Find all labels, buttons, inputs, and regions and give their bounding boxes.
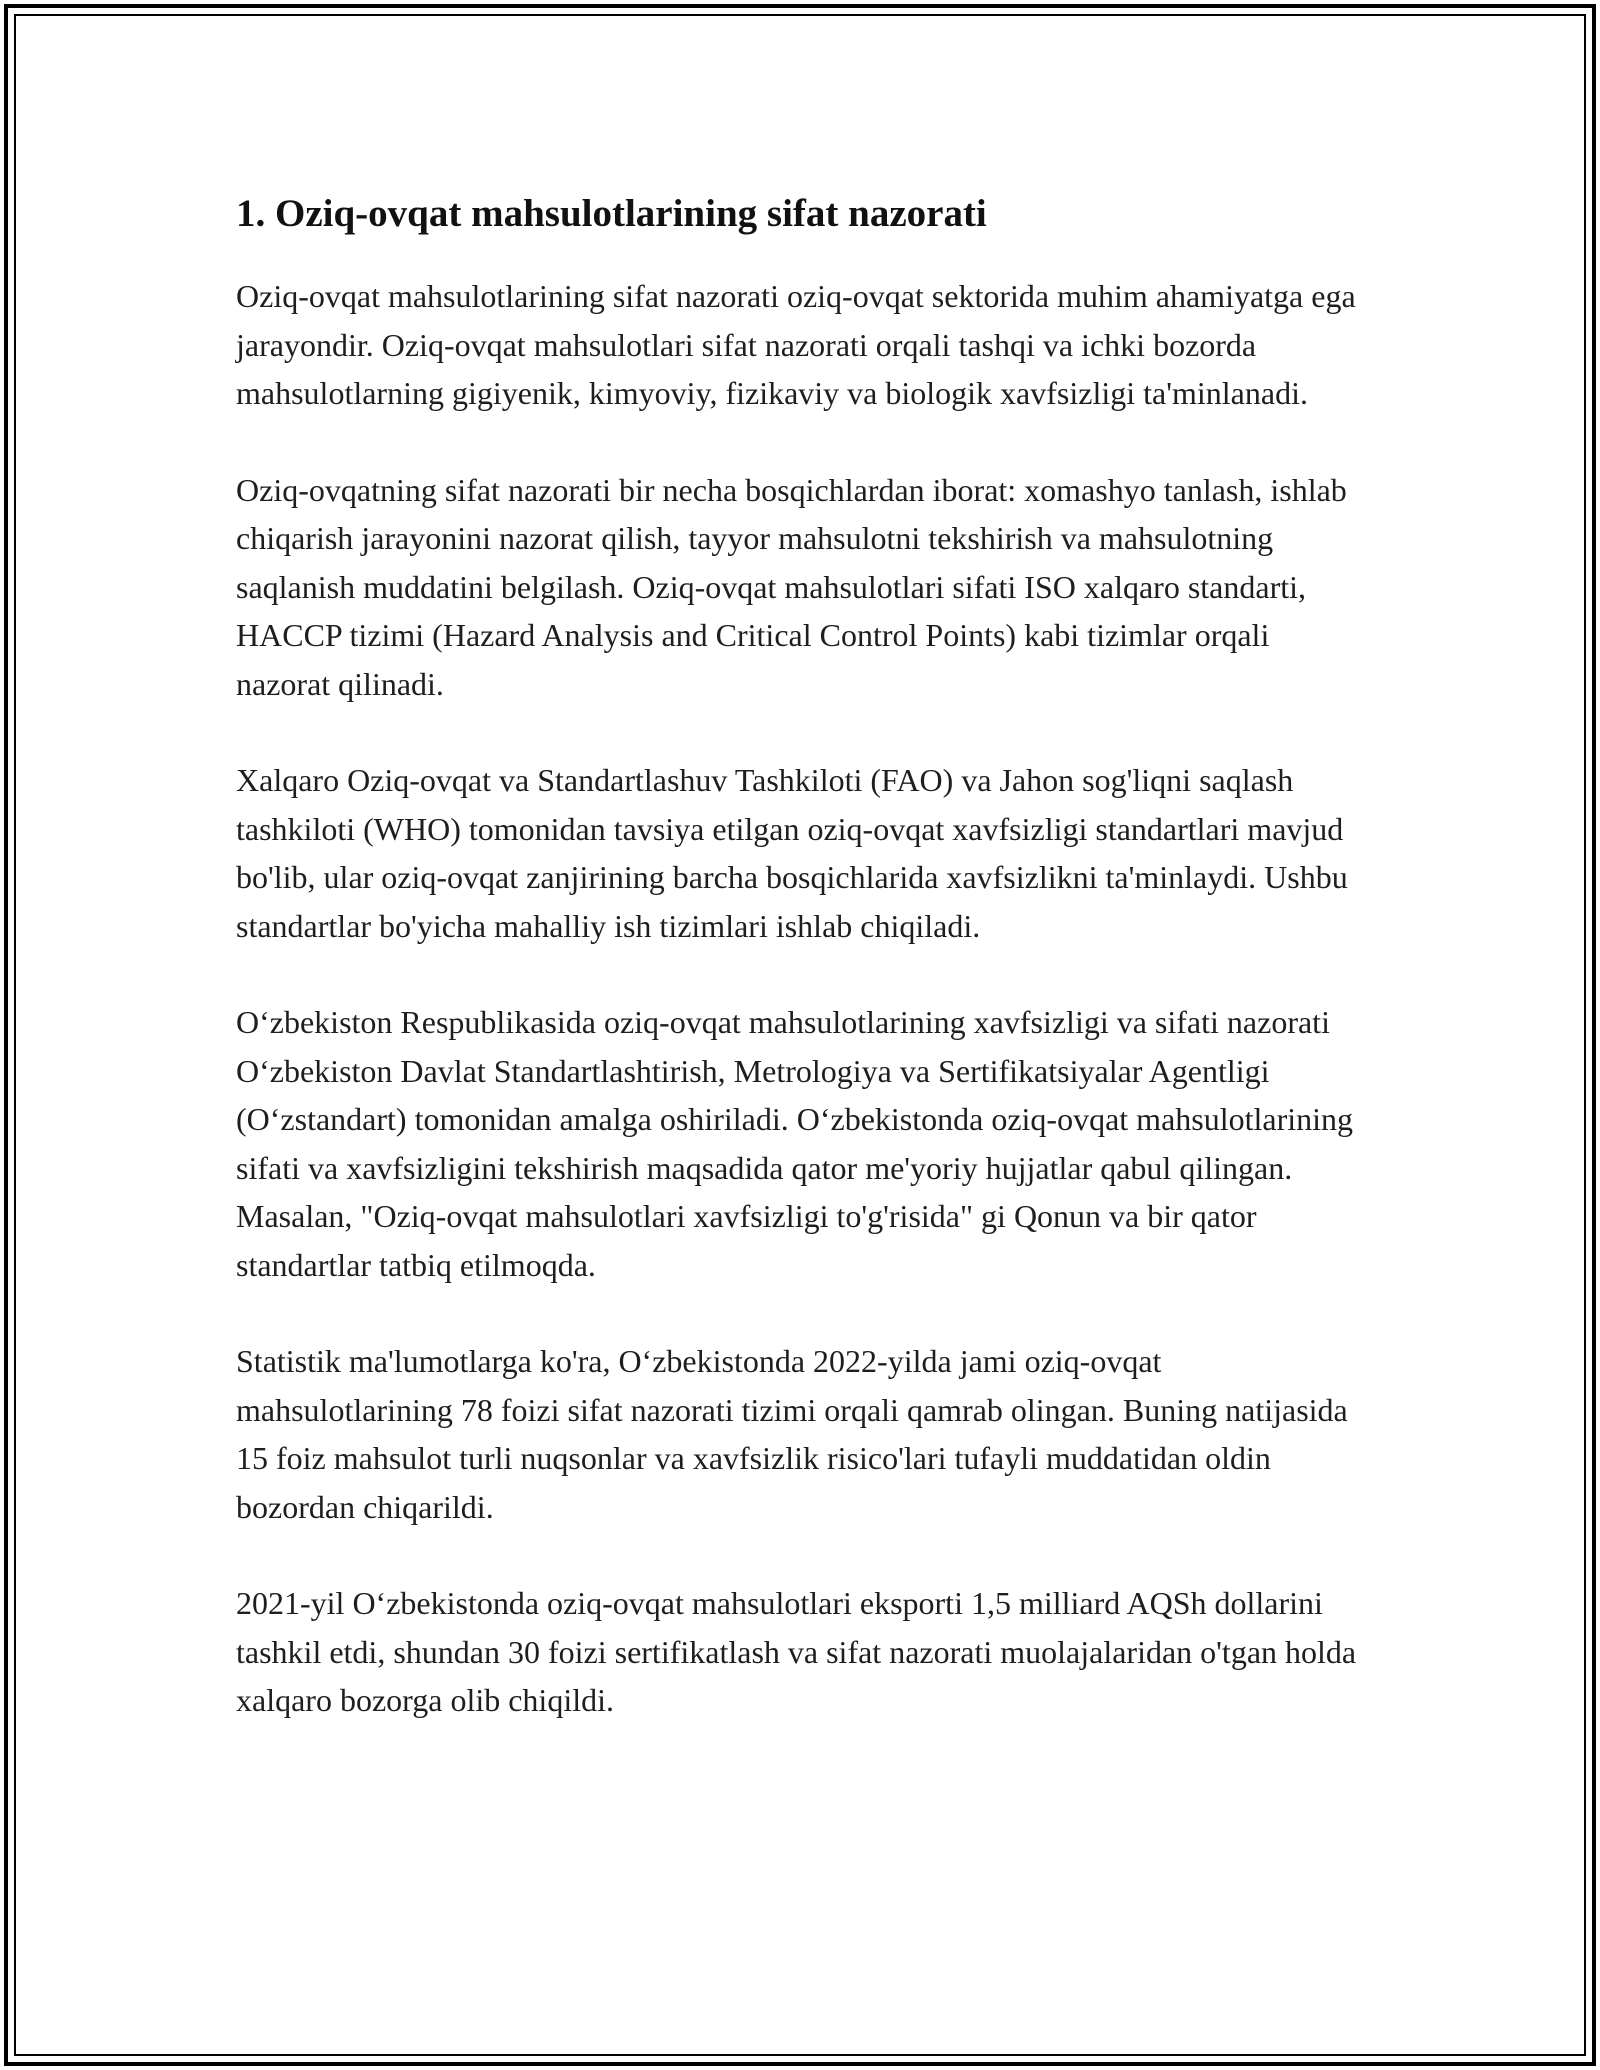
paragraph-statistics: Statistik ma'lumotlarga ko'ra, O‘zbekistonda 2022-yilda jami oziq-ovqat mahsulotlarining 78 foizi sifat nazorati tizimi orqali qamrab olingan. Buning natijasida 15 foiz mahsulot turli nuqsonlar va xavfsizlik risico'lari tufayli muddatidan oldin bozordan chiqarildi. <box>236 1343 1348 1525</box>
paragraph-intro: Oziq-ovqat mahsulotlarining sifat nazorati oziq-ovqat sektorida muhim ahamiyatga ega jarayondir. Oziq-ovqat mahsulotlari sifat nazorati orqali tashqi va ichki bozorda mahsulotlarning gigiyenik, kimyoviy, fizikaviy va biologik xavfsizligi ta'minlanadi. <box>236 278 1356 411</box>
section-heading: 1. Oziq-ovqat mahsulotlarining sifat nazorati <box>236 192 987 235</box>
paragraph-stages: Oziq-ovqatning sifat nazorati bir necha bosqichlardan iborat: xomashyo tanlash, ishlab chiqarish jarayonini nazorat qilish, tayyor mahsulotni tekshirish va mahsulotning saqlanish muddatini belgilash. Oziq-ovqat mahsulotlari sifati ISO xalqaro standarti, HACCP tizimi (Hazard Analysis and Critical Control Points) kabi tizimlar orqali nazorat qilinadi. <box>236 471 1347 702</box>
paragraph-international-standards: Xalqaro Oziq-ovqat va Standartlashuv Tashkiloti (FAO) va Jahon sog'liqni saqlash tashkiloti (WHO) tomonidan tavsiya etilgan oziq-ovqat xavfsizligi standartlari mavjud bo'lib, ular oziq-ovqat zanjirining barcha bosqichlarida xavfsizlikni ta'minlaydi. Ushbu standartlar bo'yicha mahalliy ish tizimlari ishlab chiqiladi. <box>236 762 1348 944</box>
document-body <box>236 186 1366 1773</box>
paragraph-exports: 2021-yil O‘zbekistonda oziq-ovqat mahsulotlari eksporti 1,5 milliard AQSh dollarini tashkil etdi, shundan 30 foizi sertifikatlash va sifat nazorati muolajalaridan o'tgan holda xalqaro bozorga olib chiqildi. <box>236 1585 1357 1718</box>
paragraph-uzbekistan-regulation: O‘zbekiston Respublikasida oziq-ovqat mahsulotlarining xavfsizligi va sifati nazorati O‘zbekiston Davlat Standartlashtirish, Metrologiya va Sertifikatsiyalar Agentligi (O‘zstandart) tomonidan amalga oshiriladi. O‘zbekistonda oziq-ovqat mahsulotlarining sifati va xavfsizligini tekshirish maqsadida qator me'yoriy hujjatlar qabul qilingan. Masalan, "Oziq-ovqat mahsulotlari xavfsizligi to'g'risida" gi Qonun va bir qator standartlar tatbiq etilmoqda. <box>236 1004 1354 1283</box>
